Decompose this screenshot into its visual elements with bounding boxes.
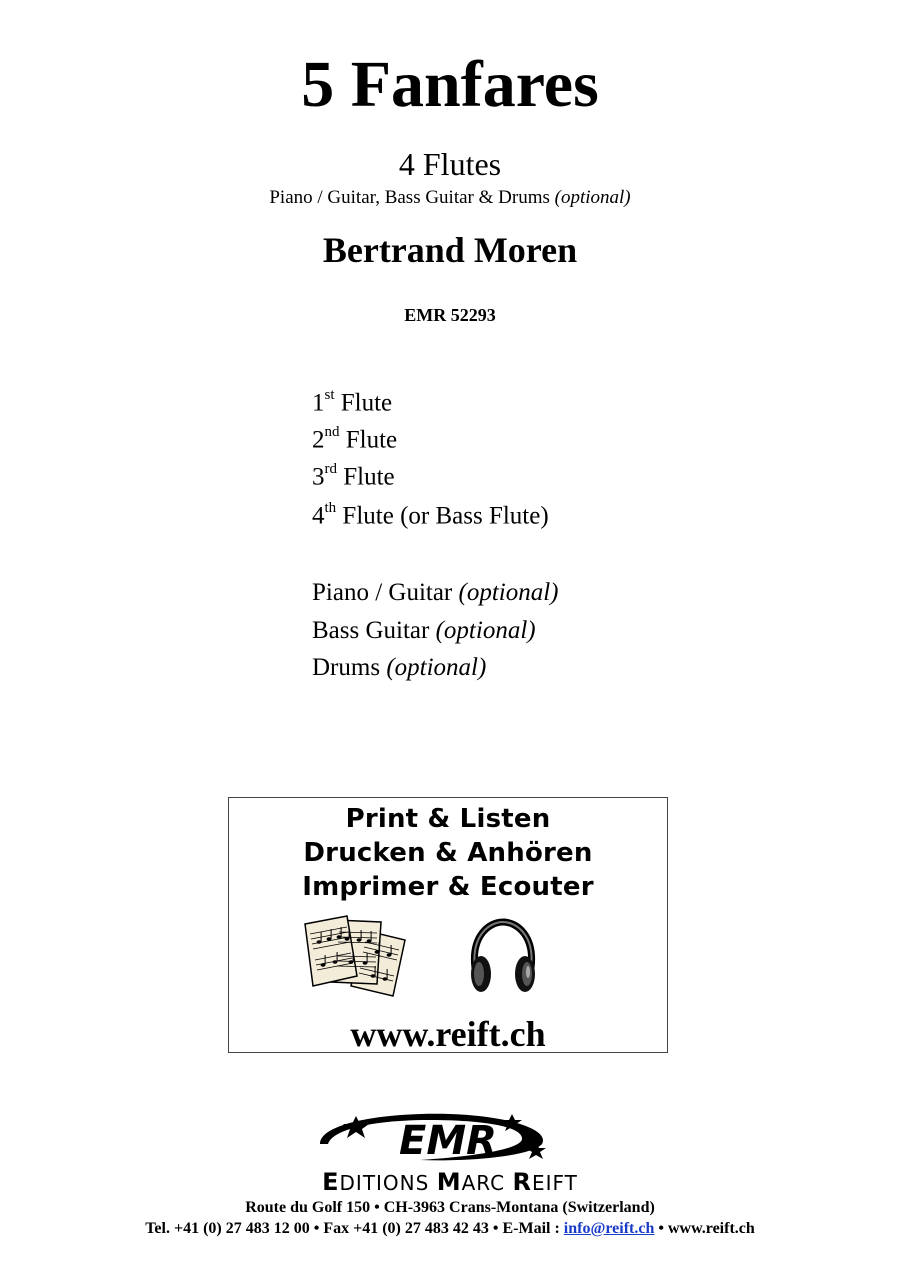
part-number: 4 xyxy=(312,502,325,530)
publisher-address: Route du Golf 150 • CH-3963 Crans-Montana (Switzerland) xyxy=(245,1199,655,1216)
part-number: 1 xyxy=(312,389,325,417)
part-number: 3 xyxy=(312,463,325,491)
optional-part-note: (optional) xyxy=(435,617,536,644)
part-name: Flute xyxy=(345,426,398,454)
part-ordinal: rd xyxy=(324,461,337,477)
part-4 xyxy=(312,500,549,530)
part-name: Flute xyxy=(343,463,395,491)
part-2 xyxy=(312,424,398,454)
part-ordinal: th xyxy=(324,500,337,516)
optional-part-name: Drums xyxy=(312,654,381,681)
optional-part-1 xyxy=(312,580,559,605)
promo-url[interactable]: www.reift.ch xyxy=(350,1014,546,1054)
part-name: Flute xyxy=(340,389,393,417)
page-title: 5 Fanfares xyxy=(301,48,599,121)
optional-part-name: Piano / Guitar xyxy=(312,579,453,606)
optional-part-3 xyxy=(312,655,486,680)
contact-website: • www.reift.ch xyxy=(654,1220,755,1237)
print-listen-box xyxy=(228,797,668,1053)
instrumentation-main: Piano / Guitar, Bass Guitar & Drums xyxy=(269,187,550,208)
optional-part-note: (optional) xyxy=(386,654,487,681)
instrumentation-note: (optional) xyxy=(554,187,631,208)
optional-part-name: Bass Guitar xyxy=(312,617,430,644)
publisher-name-initial: M xyxy=(436,1168,462,1196)
part-ordinal: nd xyxy=(324,424,340,440)
publisher-name-part: DITIONS xyxy=(339,1171,437,1195)
part-ordinal: st xyxy=(324,387,335,403)
part-number: 2 xyxy=(312,426,325,454)
contact-phone-fax: Tel. +41 (0) 27 483 12 00 • Fax +41 (0) 27 483 42 43 • E-Mail : xyxy=(145,1220,564,1237)
emr-logo-graphic xyxy=(250,1108,650,1170)
email-link[interactable]: info@reift.ch xyxy=(563,1220,655,1237)
part-3 xyxy=(312,461,395,491)
publisher-name-part: EIFT xyxy=(531,1171,578,1195)
promo-line-de: Drucken & Anhören xyxy=(303,838,593,868)
instrumentation-line xyxy=(0,188,900,207)
publisher-contact xyxy=(0,1221,900,1237)
publisher-name xyxy=(0,1170,900,1194)
publisher-name-part: ARC xyxy=(461,1171,513,1195)
promo-line-en: Print & Listen xyxy=(345,804,551,834)
subtitle: 4 Flutes xyxy=(398,146,502,182)
optional-part-2 xyxy=(312,618,536,643)
catalog-number: EMR 52293 xyxy=(404,305,496,325)
publisher-name-initial: E xyxy=(322,1168,340,1196)
emr-logo-text: EMR xyxy=(399,1118,497,1164)
headphones-icon xyxy=(467,918,539,998)
composer: Bertrand Moren xyxy=(322,230,578,270)
sheet-music-icon xyxy=(301,912,413,998)
optional-part-note: (optional) xyxy=(458,579,559,606)
promo-line-fr: Imprimer & Ecouter xyxy=(302,872,594,902)
part-name: Flute (or Bass Flute) xyxy=(342,502,549,530)
part-1 xyxy=(312,387,393,417)
publisher-name-initial: R xyxy=(512,1168,532,1196)
